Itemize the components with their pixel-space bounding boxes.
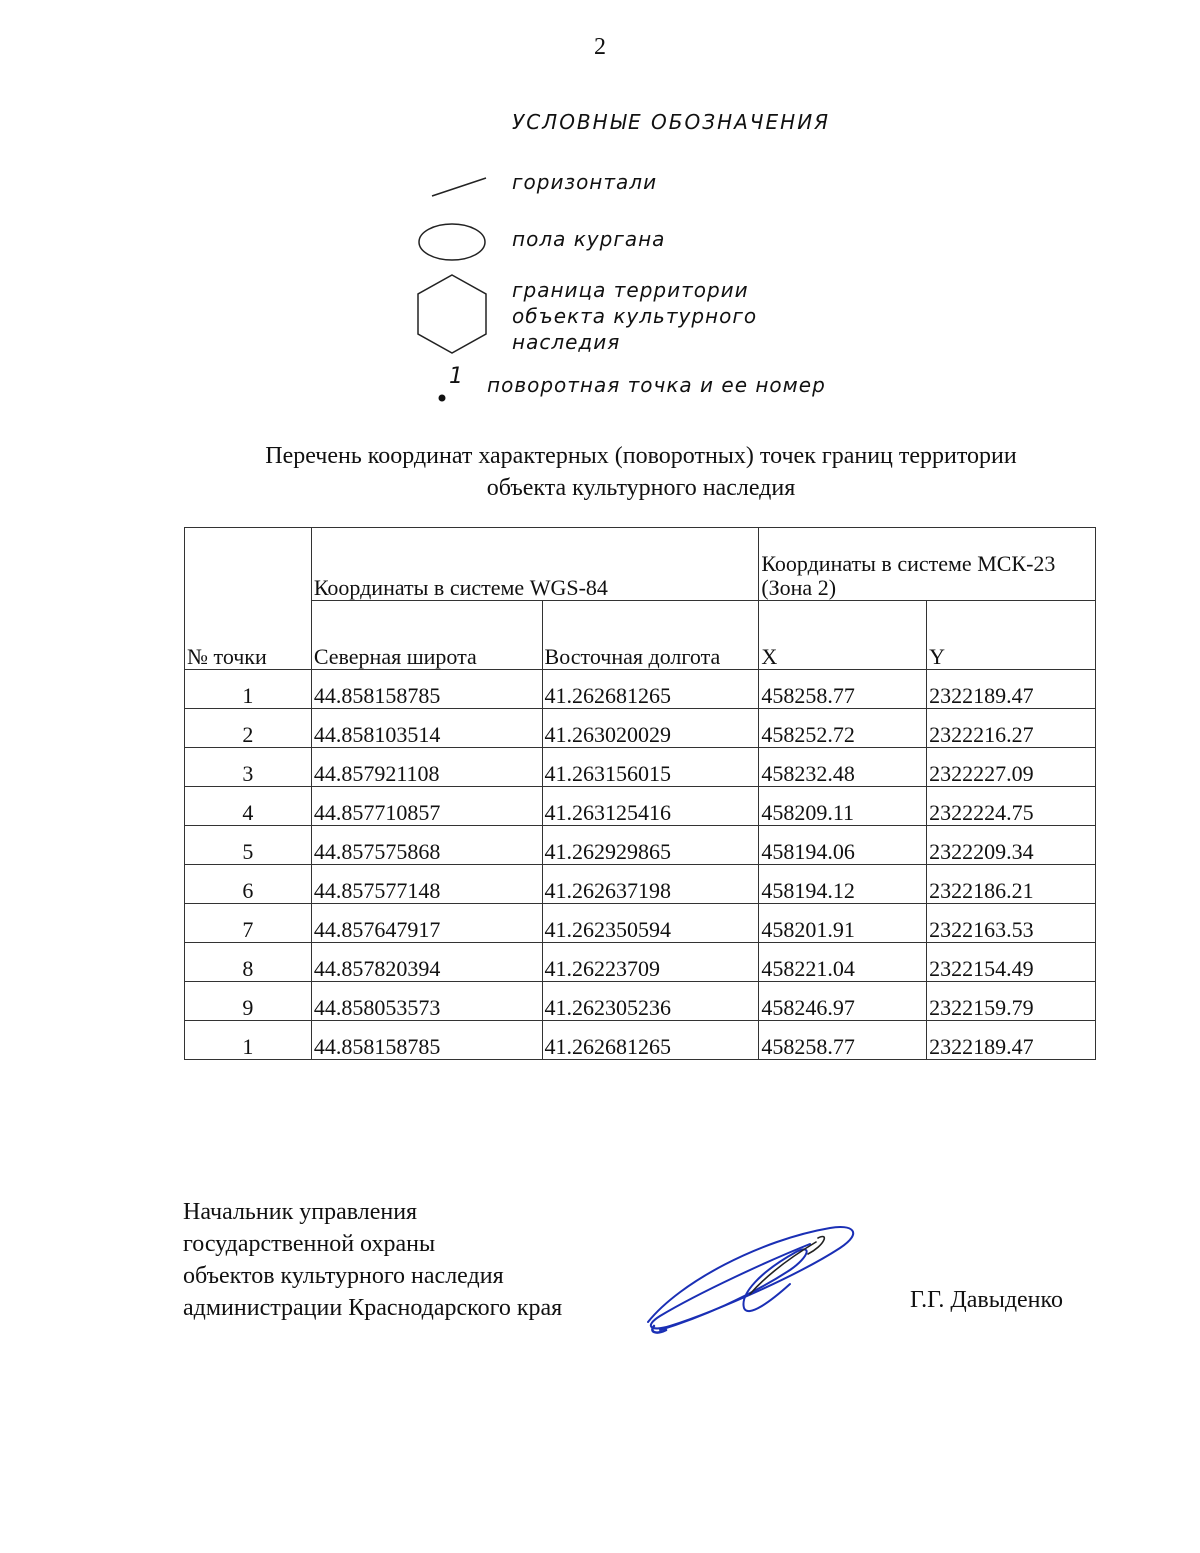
- table-body: [185, 670, 1096, 1060]
- cell-x: 458221.04: [759, 943, 927, 982]
- table-subheader-row: [185, 601, 1096, 670]
- cell-point-number: 7: [185, 904, 312, 943]
- cell-y: 2322224.75: [927, 787, 1096, 826]
- cell-latitude: 44.858103514: [311, 709, 542, 748]
- cell-latitude: 44.857710857: [311, 787, 542, 826]
- cell-x: 458232.48: [759, 748, 927, 787]
- header-y: Y: [927, 601, 1096, 670]
- cell-longitude: 41.262681265: [542, 670, 759, 709]
- cell-point-number: 3: [185, 748, 312, 787]
- page-number: 2: [594, 34, 606, 60]
- cell-y: 2322216.27: [927, 709, 1096, 748]
- cell-x: 458258.77: [759, 1021, 927, 1060]
- cell-x: 458246.97: [759, 982, 927, 1021]
- cell-latitude: 44.857577148: [311, 865, 542, 904]
- cell-x: 458194.06: [759, 826, 927, 865]
- table-row: [185, 1021, 1096, 1060]
- header-longitude: Восточная долгота: [542, 601, 759, 670]
- cell-x: 458252.72: [759, 709, 927, 748]
- cell-y: 2322154.49: [927, 943, 1096, 982]
- cell-longitude: 41.262929865: [542, 826, 759, 865]
- header-point-number: № точки: [185, 528, 312, 670]
- header-wgs84-group: Координаты в системе WGS-84: [311, 528, 759, 601]
- cell-longitude: 41.262350594: [542, 904, 759, 943]
- table-row: [185, 982, 1096, 1021]
- handwritten-signature: [640, 1222, 860, 1342]
- cell-latitude: 44.857647917: [311, 904, 542, 943]
- cell-latitude: 44.858053573: [311, 982, 542, 1021]
- legend-label-boundary: граница территории объекта культурного наследия: [512, 278, 758, 354]
- cell-point-number: 8: [185, 943, 312, 982]
- cell-x: 458194.12: [759, 865, 927, 904]
- signatory-position: [183, 1196, 562, 1324]
- coordinates-table: [184, 527, 1096, 1060]
- cell-latitude: 44.857921108: [311, 748, 542, 787]
- cell-point-number: 2: [185, 709, 312, 748]
- table-header-row: [185, 528, 1096, 601]
- header-latitude: Северная широта: [311, 601, 542, 670]
- cell-longitude: 41.262637198: [542, 865, 759, 904]
- cell-point-number: 6: [185, 865, 312, 904]
- cell-point-number: 5: [185, 826, 312, 865]
- legend-label-contours: горизонтали: [512, 170, 658, 194]
- cell-y: 2322189.47: [927, 1021, 1096, 1060]
- cell-point-number: 4: [185, 787, 312, 826]
- contour-line-icon: [430, 172, 490, 202]
- cell-y: 2322227.09: [927, 748, 1096, 787]
- list-title: [0, 440, 1200, 504]
- cell-y: 2322163.53: [927, 904, 1096, 943]
- signatory-line-1: Начальник управления: [183, 1199, 418, 1225]
- list-title-line-2: объекта культурного наследия: [486, 475, 796, 501]
- cell-longitude: 41.262305236: [542, 982, 759, 1021]
- list-title-line-1: Перечень координат характерных (поворотных) точек границ территории: [265, 443, 1017, 469]
- cell-longitude: 41.263156015: [542, 748, 759, 787]
- turning-point-icon: [436, 392, 448, 404]
- table-row: [185, 826, 1096, 865]
- cell-latitude: 44.857575868: [311, 826, 542, 865]
- signatory-line-3: объектов культурного наследия: [183, 1263, 504, 1289]
- cell-point-number: 9: [185, 982, 312, 1021]
- cell-y: 2322189.47: [927, 670, 1096, 709]
- table-row: [185, 865, 1096, 904]
- header-x: X: [759, 601, 927, 670]
- cell-y: 2322186.21: [927, 865, 1096, 904]
- cell-latitude: 44.858158785: [311, 1021, 542, 1060]
- cell-longitude: 41.263020029: [542, 709, 759, 748]
- cell-longitude: 41.262681265: [542, 1021, 759, 1060]
- signatory-line-2: государственной охраны: [183, 1231, 436, 1257]
- cell-y: 2322209.34: [927, 826, 1096, 865]
- table-row: [185, 670, 1096, 709]
- table-row: [185, 943, 1096, 982]
- cell-latitude: 44.857820394: [311, 943, 542, 982]
- cell-x: 458201.91: [759, 904, 927, 943]
- legend-title: УСЛОВНЫЕ ОБОЗНАЧЕНИЯ: [512, 110, 831, 134]
- legend-label-turning-point: поворотная точка и ее номер: [487, 373, 826, 397]
- header-msk23-group: Координаты в системе МСК-23 (Зона 2): [759, 528, 1096, 601]
- cell-x: 458209.11: [759, 787, 927, 826]
- cell-x: 458258.77: [759, 670, 927, 709]
- cell-y: 2322159.79: [927, 982, 1096, 1021]
- legend-point-number: 1: [449, 364, 464, 389]
- cell-point-number: 1: [185, 1021, 312, 1060]
- legend-label-mound: пола кургана: [512, 227, 666, 251]
- hexagon-boundary-icon: [412, 272, 492, 356]
- signer-name: Г.Г. Давыденко: [910, 1287, 1063, 1313]
- table-row: [185, 787, 1096, 826]
- table-row: [185, 709, 1096, 748]
- signatory-line-4: администрации Краснодарского края: [183, 1295, 563, 1321]
- table-row: [185, 904, 1096, 943]
- cell-latitude: 44.858158785: [311, 670, 542, 709]
- mound-ellipse-icon: [415, 220, 491, 264]
- cell-point-number: 1: [185, 670, 312, 709]
- cell-longitude: 41.26223709: [542, 943, 759, 982]
- cell-longitude: 41.263125416: [542, 787, 759, 826]
- table-row: [185, 748, 1096, 787]
